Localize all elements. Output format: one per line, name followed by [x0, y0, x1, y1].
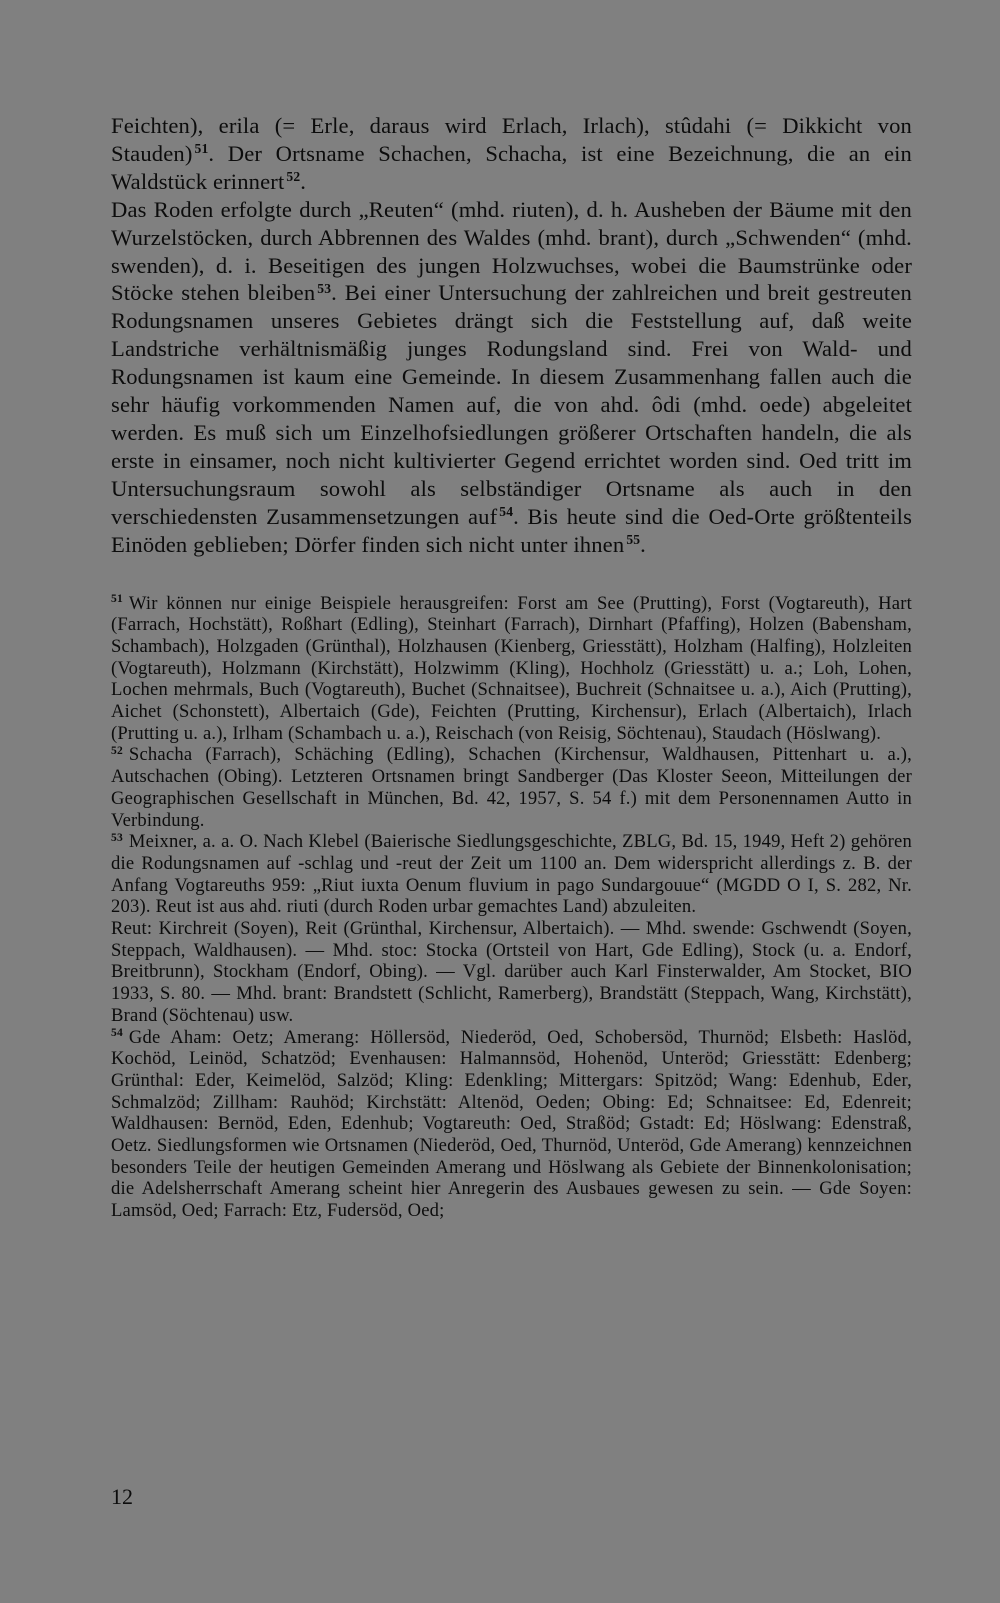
page-number: 12	[111, 1484, 133, 1509]
footnote-number: 53	[111, 831, 123, 844]
footnote-text: Wir können nur einige Beispiele herausgreifen: Forst am See (Prutting), Forst (Vogtareuth), Hart (Farrach, Hochstätt), Roßhart (Edling), Steinhart (Farrach), Dirnhart (Pfaffing), Holzen (Babensham, Schambach), Holzgaden (Grünthal), Holzhausen (Kienberg, Griesstätt), Holzham (Halfing), Holzleiten (Vogtareuth), Holzmann (Kirchstätt), Holzwimm (Kling), Hochholz (Griesstätt) u. a.; Loh, Lohen, Lochen mehrmals, Buch (Vogtareuth), Buchet (Schnaitsee), Buchreit (Schnaitsee u. a.), Aich (Prutting), Aichet (Schonstett), Albertaich (Gde), Feichten (Prutting, Kirchensur), Erlach (Albertaich), Irlach (Prutting u. a.), Irlham (Schambach u. a.), Reischach (von Reisig, Söchtenau), Staudach (Höslwang).	[111, 592, 912, 744]
body-text: . Bei einer Untersuchung der zahlreichen und breit gestreuten Rodungsnamen unseres Gebietes drängt sich die Feststellung auf, daß weite Landstriche verhältnismäßig junges Rodungsland sind. Frei von Wald- und Rodungsnamen ist kaum eine Gemeinde. In diesem Zusammenhang fallen auch die sehr häufig vorkommenden Namen auf, die von ahd. ôdi (mhd. oede) abgeleitet werden. Es muß sich um Einzelhofsiedlungen größerer Ortschaften handeln, die als erste in einsamer, noch nicht kultivierter Gegend errichtet worden sind. Oed tritt im Untersuchungsraum sowohl als selbständiger Ortsname als auch in den verschiedensten Zusammensetzungen auf	[111, 280, 912, 529]
footnote-51	[111, 593, 912, 745]
footnote-52	[111, 744, 912, 831]
body-text: .	[640, 531, 646, 557]
footnote-ref-55: 55	[626, 532, 641, 548]
body-text: . Der Ortsname Schachen, Schacha, ist eine Bezeichnung, die an ein Waldstück erinnert	[111, 140, 912, 194]
footnote-53-continued	[111, 918, 912, 1027]
footnote-number: 52	[111, 745, 123, 758]
footnote-text: Gde Aham: Oetz; Amerang: Höllersöd, Niederöd, Oed, Schobersöd, Thurnöd; Elsbeth: Haslöd, Kochöd, Leinöd, Schatzöd; Evenhausen: Halmannsöd, Hohenöd, Unteröd; Griesstätt: Edenberg; Grünthal: Eder, Keimelöd, Salzöd; Kling: Edenkling; Mittergars: Spitzöd; Wang: Edenhub, Eder, Schmalzöd; Zillham: Rauhöd; Kirchstätt: Altenöd, Oeden; Obing: Ed; Schnaitsee: Ed, Edenreit; Waldhausen: Bernöd, Eden, Edenhub; Vogtareuth: Oed, Straßöd; Gstadt: Ed; Höslwang: Edenstraß, Oetz. Siedlungsformen wie Ortsnamen (Niederöd, Oed, Thurnöd, Unteröd, Gde Amerang) kennzeichnen besonders Teile der heutigen Gemeinden Amerang und Höslwang als Gebiete der Binnenkolonisation; die Adelsherrschaft Amerang scheint hier Anregerin des Ausbaues gewesen zu sein. — Gde Soyen: Lamsöd, Oed; Farrach: Etz, Fudersöd, Oed;	[111, 1026, 912, 1222]
body-paragraph-2	[111, 196, 912, 559]
footnote-ref-51: 51	[194, 141, 209, 157]
body-text: . Bis heute sind die Oed-Orte größtenteils Einöden geblieben; Dörfer finden sich nicht unter ihnen	[111, 503, 913, 557]
footnote-53	[111, 831, 912, 918]
footnote-54	[111, 1027, 912, 1222]
footnote-number: 51	[111, 593, 123, 606]
footnote-ref-54: 54	[499, 504, 514, 520]
body-text: Feichten), erila (= Erle, daraus wird Erlach, Irlach), stûdahi (= Dikkicht von Stauden)	[111, 113, 912, 166]
body-text: Das Roden erfolgte durch „Reuten“ (mhd. riuten), d. h. Ausheben der Bäume mit den Wurzelstöcken, durch Abbrennen des Waldes (mhd. brant), durch „Schwenden“ (mhd. swenden), d. i. Beseitigen des jungen Holzwuchses, wobei die Baumstrünke oder Stöcke stehen bleiben	[111, 196, 912, 306]
footnote-ref-53: 53	[317, 280, 332, 296]
footnotes-section	[111, 593, 912, 1222]
body-paragraph-1	[111, 112, 912, 196]
footnote-text: Reut: Kirchreit (Soyen), Reit (Grünthal, Kirchensur, Albertaich). — Mhd. swende: Gschwendt (Soyen, Steppach, Waldhausen). — Mhd. stoc: Stocka (Ortsteil von Hart, Gde Edling), Stock (u. a. Endorf, Breitbrunn), Stockham (Endorf, Obing). — Vgl. darüber auch Karl Finsterwalder, Am Stocket, BIO 1933, S. 80. — Mhd. brant: Brandstett (Schlicht, Ramerberg), Brandstätt (Steppach, Wang, Kirchstätt), Brand (Söchtenau) usw.	[111, 918, 912, 1026]
body-text: .	[300, 168, 307, 194]
footnote-ref-52: 52	[286, 169, 301, 185]
footnote-text: Schacha (Farrach), Schäching (Edling), Schachen (Kirchensur, Waldhausen, Pittenhart u. a.), Autschachen (Obing). Letzteren Ortsnamen bringt Sandberger (Das Kloster Seeon, Mitteilungen der Geographischen Gesellschaft in München, Bd. 42, 1957, S. 54 f.) mit dem Personennamen Autto in Verbindung.	[111, 744, 912, 831]
footnote-number: 54	[111, 1027, 123, 1040]
footnote-text: Meixner, a. a. O. Nach Klebel (Baierische Siedlungsgeschichte, ZBLG, Bd. 15, 1949, Heft 2) gehören die Rodungsnamen auf -schlag und -reut der Zeit um 1100 an. Dem widerspricht allerdings z. B. der Anfang Vogtareuths 959: „Riut iuxta Oenum fluvium in pago Sundargouue“ (MGDD O I, S. 282, Nr. 203). Reut ist aus ahd. riuti (durch Roden urbar gemachtes Land) abzuleiten.	[111, 831, 912, 918]
